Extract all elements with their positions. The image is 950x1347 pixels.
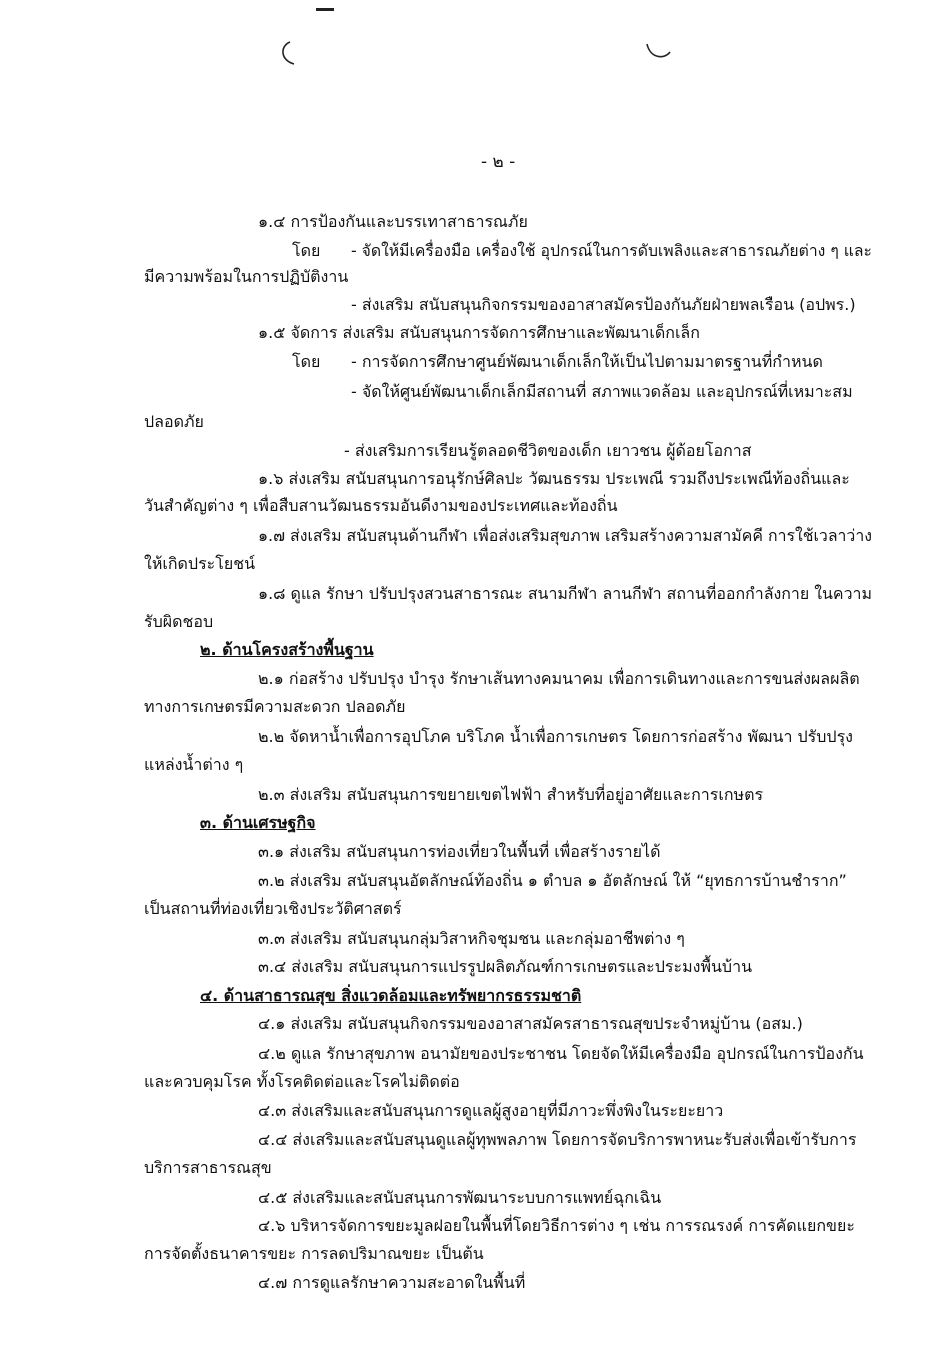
text-line: และควบคุมโรค ทั้งโรคติดต่อและโรคไม่ติดต่อ (144, 1072, 460, 1091)
text-line: ๒.๓ ส่งเสริม สนับสนุนการขยายเขตไฟฟ้า สำหรับที่อยู่อาศัยและการเกษตร (258, 785, 764, 804)
text-line: บริการสาธารณสุข (144, 1158, 272, 1177)
text-line: ๔.๒ ดูแล รักษาสุขภาพ อนามัยของประชาชน โดยจัดให้มีเครื่องมือ อุปกรณ์ในการป้องกัน (258, 1044, 864, 1063)
text-line: - จัดให้มีเครื่องมือ เครื่องใช้ อุปกรณ์ในการดับเพลิงและสาธารณภัยต่าง ๆ และ (351, 241, 873, 260)
text-line: ๒.๑ ก่อสร้าง ปรับปรุง บำรุง รักษาเส้นทางคมนาคม เพื่อการเดินทางและการขนส่งผลผลิต (258, 669, 860, 688)
section-heading: ๔. ด้านสาธารณสุข สิ่งแวดล้อมและทรัพยากรธรรมชาติ (200, 986, 582, 1005)
page-number: - ๒ - (481, 152, 516, 172)
text-line: ๑.๔ การป้องกันและบรรเทาสาธารณภัย (258, 212, 528, 231)
text-line: ๓.๒ ส่งเสริม สนับสนุนอัตลักษณ์ท้องถิ่น ๑ ตำบล ๑ อัตลักษณ์ ให้ “ยุทธการบ้านชำราก” (258, 871, 847, 890)
text-line: ๓.๔ ส่งเสริม สนับสนุนการแปรรูปผลิตภัณฑ์การเกษตรและประมงพื้นบ้าน (258, 957, 753, 976)
punch-hole-right-icon (644, 40, 674, 66)
text-line: ๑.๕ จัดการ ส่งเสริม สนับสนุนการจัดการศึกษาและพัฒนาเด็กเล็ก (258, 323, 700, 342)
text-line: ๔.๔ ส่งเสริมและสนับสนุนดูแลผู้ทุพพลภาพ โดยการจัดบริการพาหนะรับส่งเพื่อเข้ารับการ (258, 1130, 857, 1149)
scan-mark (316, 8, 334, 11)
text-line: ๑.๗ ส่งเสริม สนับสนุนด้านกีฬา เพื่อส่งเสริมสุขภาพ เสริมสร้างความสามัคคี การใช้เวลาว่าง (258, 526, 872, 545)
text-line: - จัดให้ศูนย์พัฒนาเด็กเล็กมีสถานที่ สภาพแวดล้อม และอุปกรณ์ที่เหมาะสม (351, 382, 853, 401)
section-heading: ๒. ด้านโครงสร้างพื้นฐาน (200, 640, 374, 659)
section-heading: ๓. ด้านเศรษฐกิจ (200, 813, 316, 832)
text-line: เป็นสถานที่ท่องเที่ยวเชิงประวัติศาสตร์ (144, 899, 402, 918)
text-line: รับผิดชอบ (144, 612, 214, 631)
text-line: ๔.๓ ส่งเสริมและสนับสนุนการดูแลผู้สูงอายุที่มีภาวะพึ่งพิงในระยะยาว (258, 1101, 724, 1120)
text-line: - ส่งเสริมการเรียนรู้ตลอดชีวิตของเด็ก เยาวชน ผู้ด้อยโอกาส (344, 441, 752, 460)
text-line: ๓.๑ ส่งเสริม สนับสนุนการท่องเที่ยวในพื้นที่ เพื่อสร้างรายได้ (258, 842, 661, 861)
text-line: ๑.๘ ดูแล รักษา ปรับปรุงสวนสาธารณะ สนามกีฬา ลานกีฬา สถานที่ออกกำลังกาย ในความ (258, 584, 872, 603)
text-line: โดย (292, 352, 321, 371)
text-line: ๓.๓ ส่งเสริม สนับสนุนกลุ่มวิสาหกิจชุมชน และกลุ่มอาชีพต่าง ๆ (258, 929, 685, 948)
text-line: ทางการเกษตรมีความสะดวก ปลอดภัย (144, 697, 406, 716)
text-line: ๔.๕ ส่งเสริมและสนับสนุนการพัฒนาระบบการแพทย์ฉุกเฉิน (258, 1188, 662, 1207)
text-line: การจัดตั้งธนาคารขยะ การลดปริมาณขยะ เป็นต้น (144, 1244, 484, 1263)
text-line: มีความพร้อมในการปฏิบัติงาน (144, 267, 349, 286)
text-line: - การจัดการศึกษาศูนย์พัฒนาเด็กเล็กให้เป็นไปตามมาตรฐานที่กำหนด (351, 352, 823, 371)
text-line: แหล่งน้ำต่าง ๆ (144, 755, 244, 774)
text-line: ให้เกิดประโยชน์ (144, 554, 256, 573)
text-line: - ส่งเสริม สนับสนุนกิจกรรมของอาสาสมัครป้องกันภัยฝ่ายพลเรือน (อปพร.) (351, 295, 856, 314)
text-line: โดย (292, 241, 321, 260)
text-line: วันสำคัญต่าง ๆ เพื่อสืบสานวัฒนธรรมอันดีงามของประเทศและท้องถิ่น (144, 496, 618, 515)
text-line: ๔.๑ ส่งเสริม สนับสนุนกิจกรรมของอาสาสมัครสาธารณสุขประจำหมู่บ้าน (อสม.) (258, 1014, 803, 1033)
text-line: ๔.๖ บริหารจัดการขยะมูลฝอยในพื้นที่โดยวิธีการต่าง ๆ เช่น การรณรงค์ การคัดแยกขยะ (258, 1216, 855, 1235)
text-line: ๔.๗ การดูแลรักษาความสะอาดในพื้นที่ (258, 1273, 526, 1292)
text-line: ปลอดภัย (144, 412, 204, 431)
punch-hole-left-icon (276, 40, 302, 68)
text-line: ๒.๒ จัดหาน้ำเพื่อการอุปโภค บริโภค น้ำเพื่อการเกษตร โดยการก่อสร้าง พัฒนา ปรับปรุง (258, 727, 853, 746)
text-line: ๑.๖ ส่งเสริม สนับสนุนการอนุรักษ์ศิลปะ วัฒนธรรม ประเพณี รวมถึงประเพณีท้องถิ่นและ (258, 469, 850, 488)
